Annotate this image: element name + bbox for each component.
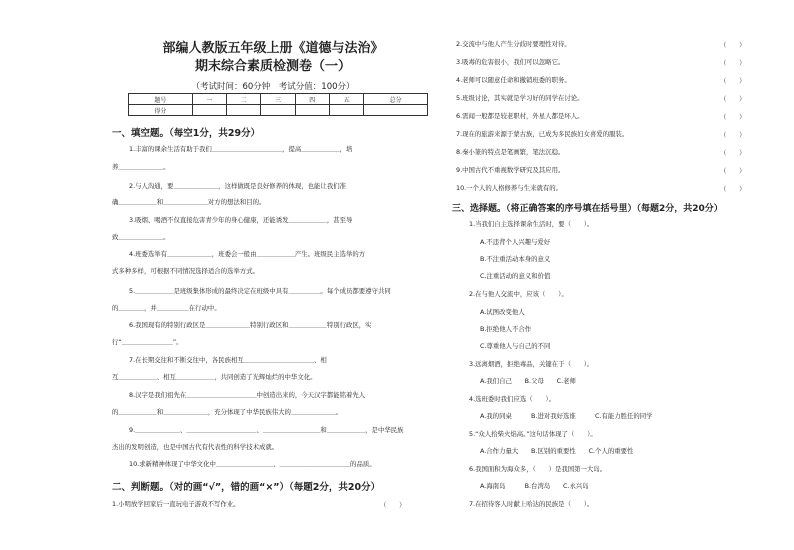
choice-question: 1.当我们自主选择课余生活时，要（ ）。 xyxy=(469,220,594,228)
question-line: 9.＿＿＿＿＿＿＿、＿＿＿＿＿＿＿＿＿＿＿、＿＿＿＿＿＿＿＿＿和＿＿＿＿＿＿，是中华民族 xyxy=(129,426,404,434)
exam-title: 部编人教版五年级上册《道德与法治》 xyxy=(162,41,384,56)
judge-question: 5.班级讨论，其实就是学习好的同学在讨论。 xyxy=(456,94,584,102)
choice-option[interactable]: B.拒绝他人不合作 xyxy=(480,325,532,333)
score-table-score-row xyxy=(129,105,428,116)
score-cell: 二 xyxy=(226,94,260,105)
choice-question: 6.我国面积为海众多，（ ）是我国第一大岛。 xyxy=(469,465,607,473)
judge-question: 1.小明放学回家后一直玩电子游戏不写作业。 xyxy=(112,500,240,508)
choice-option[interactable]: A.不违背个人兴趣与爱好 xyxy=(480,238,551,246)
score-input-cell[interactable] xyxy=(329,105,363,116)
question-line: 行“＿＿＿＿＿＿＿＿”。 xyxy=(112,338,183,346)
choice-question: 5.“众人拾柴火焰高。”这句话体现了（ ）。 xyxy=(469,430,597,438)
choice-option[interactable]: C.尊重他人与自己的不同 xyxy=(480,342,551,350)
judge-question: 9.中国古代不重视数学研究及其应用。 xyxy=(456,166,565,174)
choice-question: 3.远离烟酒，拒绝毒品，关键在于（ ）。 xyxy=(469,360,594,368)
score-cell: 总分 xyxy=(364,94,428,105)
question-line: 互＿＿＿＿＿＿、相互＿＿＿＿＿＿，共同创造了光辉灿烂的中华文化。 xyxy=(112,373,317,381)
judge-question: 3.吸毒的危害很小，我们可以忽略它。 xyxy=(456,58,565,66)
choice-option[interactable]: B.不注重活动本身的意义 xyxy=(480,255,551,263)
score-table xyxy=(128,93,428,116)
score-input-cell[interactable] xyxy=(261,105,295,116)
choice-question: 2.在与他人交流中，应该（ ）。 xyxy=(469,290,568,298)
section1-heading: 一、填空题。（每空1分，共29分） xyxy=(112,128,261,139)
answer-paren[interactable]: （ ） xyxy=(720,149,746,157)
question-line: 式多种多样，可根据不同情况选择适合的选举方式。 xyxy=(112,267,259,275)
question-line: 的＿＿＿＿＿＿和＿＿＿＿＿＿＿，充分体现了中华民族伟大的＿＿＿＿＿＿＿。 xyxy=(112,408,343,416)
choice-option[interactable]: C.注重活动的意义和价值 xyxy=(480,272,551,280)
score-cell: 题号 xyxy=(129,94,193,105)
answer-paren[interactable]: （ ） xyxy=(720,59,746,67)
score-cell: 五 xyxy=(329,94,363,105)
choice-option[interactable]: A.我的同桌 B.进对我好选谁 C.有能力胜任的同学 xyxy=(480,412,653,420)
score-input-cell[interactable] xyxy=(192,105,226,116)
choice-option[interactable]: A.我们自己 B.父母 C.老师 xyxy=(480,377,576,385)
choice-option[interactable]: A.合作力量大 B.区别的重要性 C.个人的重要性 xyxy=(480,447,634,455)
question-line: 4.班委选举有＿＿＿＿＿＿＿，班委会一般由＿＿＿＿＿＿产生。班级民主选举的方 xyxy=(129,250,366,258)
score-cell: 四 xyxy=(295,94,329,105)
score-cell: 一 xyxy=(192,94,226,105)
exam-subtitle: 期末综合素质检测卷（一） xyxy=(194,59,351,74)
question-line: 养＿＿＿＿＿＿＿。 xyxy=(112,163,170,171)
answer-paren[interactable]: （ ） xyxy=(720,95,746,103)
question-line: 杰出的发明创造，也是中国古代有代表性的科学技术成就。 xyxy=(112,443,279,451)
question-line: 致＿＿＿＿＿＿＿。 xyxy=(112,233,170,241)
score-cell: 三 xyxy=(261,94,295,105)
choice-option[interactable]: A.试图改变他人 xyxy=(480,308,525,316)
judge-question: 10.一个人的人格修养与生来就有的。 xyxy=(456,184,563,192)
answer-paren[interactable]: （ ） xyxy=(720,113,746,121)
question-line: 1.丰富的课余生活有助于我们＿＿＿＿＿＿＿＿＿＿＿，提高＿＿＿＿＿＿，培 xyxy=(129,145,353,153)
answer-paren[interactable]: （ ） xyxy=(720,131,746,139)
judge-question: 6.需闻一般都是较老职村，外星人都是坏人。 xyxy=(456,112,584,120)
score-input-cell[interactable] xyxy=(226,105,260,116)
question-line: 5.＿＿＿＿＿＿是班级集体形成的最终决定在班级中具有＿＿＿＿＿。每个成员都要遵守共同 xyxy=(129,287,391,295)
question-line: 6.我国现有的特别行政区是＿＿＿＿＿＿＿特别行政区和＿＿＿＿＿＿特别行政区，实 xyxy=(129,321,372,329)
judge-question: 4.老师可以随意任命和撤销班委的职务。 xyxy=(456,76,571,84)
exam-info: （考试时间：60分钟 考试分值：100分） xyxy=(191,82,355,92)
question-line: 10.求新精神体现了中华文化中＿＿＿＿＿＿＿＿＿、＿＿＿＿＿＿＿＿＿＿＿的品质。 xyxy=(129,460,376,468)
question-line: 的＿＿＿＿，并＿＿＿＿＿在行动中。 xyxy=(112,304,221,312)
answer-paren[interactable]: （ ） xyxy=(720,41,746,49)
judge-question: 8.秦小篆的特点是笔画繁，笔法沉稳。 xyxy=(456,148,565,156)
judge-question: 7.现在的旅游来源于蒙古族，已成为多民族妇女喜爱的服装。 xyxy=(456,130,629,138)
question-line: 8.汉字是我们祖先在＿＿＿＿＿＿＿＿＿＿＿中创造出来的，今天汉字都能铭着先人 xyxy=(129,391,366,399)
question-line: 3.吸烟、喝酒不仅直接危害青少年的身心健康，还能诱发＿＿＿＿＿＿，甚至导 xyxy=(129,216,353,224)
choice-option[interactable]: A.海南岛 B.台湾岛 C.永兴岛 xyxy=(480,482,589,490)
score-table-header-row xyxy=(129,94,428,105)
choice-question: 4.选班委时我们应选（ ）。 xyxy=(469,395,555,403)
answer-paren[interactable]: （ ） xyxy=(380,501,406,509)
score-cell: 得分 xyxy=(129,105,193,116)
choice-question: 7.在招待客人时献上哈达的民族是（ ）。 xyxy=(469,500,594,508)
question-line: 确＿＿＿＿＿＿和＿＿＿＿＿＿＿对方的想法和目的。 xyxy=(112,198,266,206)
answer-paren[interactable]: （ ） xyxy=(720,167,746,175)
answer-paren[interactable]: （ ） xyxy=(720,185,746,193)
score-input-cell[interactable] xyxy=(295,105,329,116)
answer-paren[interactable]: （ ） xyxy=(720,77,746,85)
question-line: 2.与人沟通，要＿＿＿＿＿＿＿，这样做既是良好修养的体现，也能让我们准 xyxy=(129,182,346,190)
section2-heading: 二、判断题。（对的画“√”，错的画“×”）（每题2分，共20分） xyxy=(112,482,381,493)
section3-heading: 三、选择题。（将正确答案的序号填在括号里）（每题2分，共20分） xyxy=(452,204,723,214)
score-input-cell[interactable] xyxy=(364,105,428,116)
judge-question: 2.交流中与他人产生分歧时要理性对待。 xyxy=(456,40,571,48)
question-line: 7.在长期交往和不断交往中，各民族相互＿＿＿＿＿＿＿＿＿＿＿、相 xyxy=(129,356,327,364)
